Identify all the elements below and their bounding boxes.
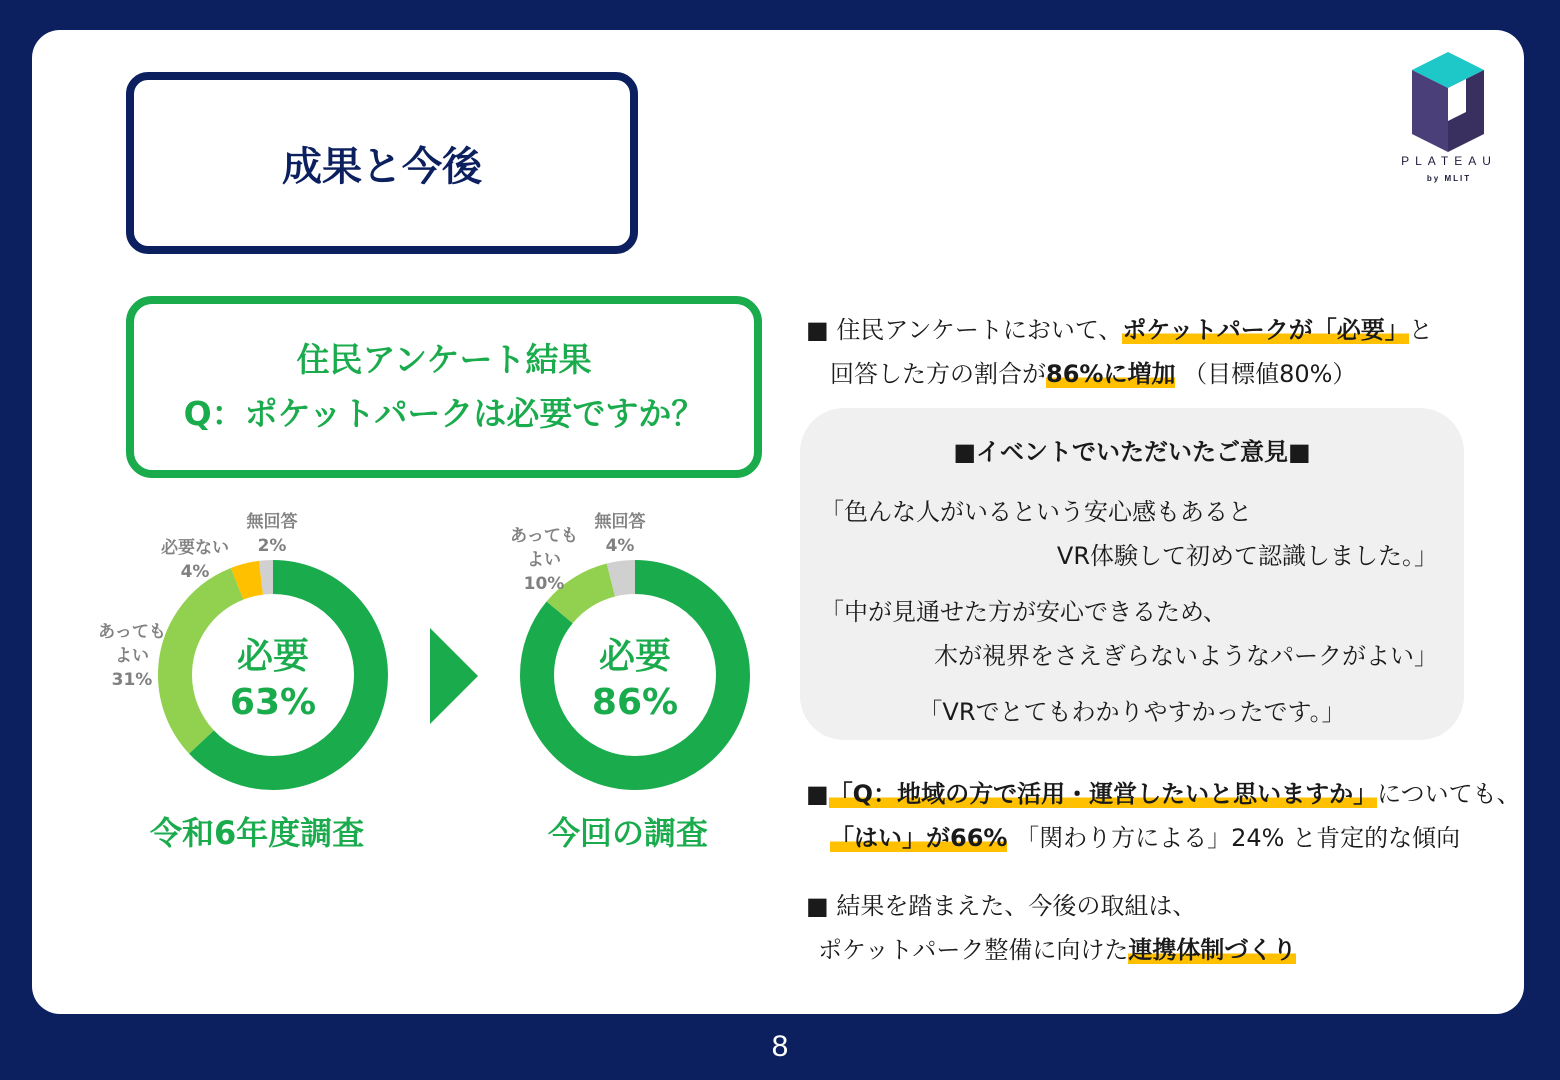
quote: 「中が見通せた方が安心できるため、 <box>820 598 1228 626</box>
text: ポケットパーク整備に向けた <box>818 936 1129 964</box>
label-line: 無回答 <box>594 512 646 532</box>
slice-label-no <box>150 536 240 584</box>
right-arrow-icon <box>430 628 478 724</box>
plateau-logo-icon <box>1386 52 1512 152</box>
quote: 「色んな人がいるという安心感もあると <box>820 498 1252 526</box>
text: 結果を踏まえた、今後の取組は、 <box>836 892 1197 920</box>
survey-question: Q：ポケットパークは必要ですか？ <box>183 394 705 433</box>
donut-center-current <box>560 634 710 726</box>
quote: 「VRでとてもわかりやすかったです。」 <box>918 698 1346 726</box>
center-value: 63% <box>229 682 317 723</box>
label-pct: 2% <box>257 536 287 556</box>
slice-label-na <box>232 510 312 558</box>
survey-heading: 住民アンケート結果 <box>296 339 592 379</box>
text: （目標値80%） <box>1183 360 1357 388</box>
quote: VR体験して初めて認識しました。」 <box>1056 542 1438 570</box>
text: 「関わり方による」24% と肯定的な傾向 <box>1015 824 1461 852</box>
center-label: 必要 <box>598 636 671 677</box>
result1-line2 <box>830 354 1356 389</box>
highlight: 連携体制づくり <box>1128 936 1297 964</box>
slice-label-maybe <box>504 524 584 596</box>
slice-label-maybe <box>92 620 172 692</box>
result3-line2 <box>818 930 1296 965</box>
logo-by: by MLIT <box>1426 174 1472 183</box>
result2-line2 <box>830 818 1460 853</box>
highlight: 「Q：地域の方で活用・運営したいと思いますか」 <box>828 780 1378 808</box>
bullet: ■ <box>806 780 829 808</box>
label-line: 必要ない <box>161 538 229 558</box>
text: と <box>1408 316 1433 344</box>
text: についても、 <box>1377 780 1521 808</box>
highlight: 86%に増加 <box>1046 360 1176 388</box>
bullet: ■ <box>806 892 829 920</box>
label-line: よい <box>527 550 561 570</box>
survey-question-box <box>126 296 762 478</box>
quote: 木が視界をさえぎらないようなパークがよい」 <box>934 642 1438 670</box>
label-line: よい <box>115 646 149 666</box>
logo-word: PLATEAU <box>1401 154 1497 168</box>
label-pct: 4% <box>180 562 210 582</box>
highlight: 「はい」が66% <box>830 824 1008 852</box>
text: 回答した方の割合が <box>830 360 1046 388</box>
plateau-logo <box>1386 52 1512 192</box>
bullet: ■ <box>806 316 829 344</box>
opinion-title: ■イベントでいただいたご意見■ <box>953 438 1311 466</box>
label-pct: 31% <box>111 670 153 690</box>
opinion-box <box>800 408 1464 740</box>
result1-line1 <box>806 310 1433 345</box>
label-pct: 4% <box>605 536 635 556</box>
survey-name-2024: 令和6年度調査 <box>150 814 365 852</box>
survey-name-current: 今回の調査 <box>548 814 709 852</box>
slice-label-na <box>580 510 660 558</box>
center-label: 必要 <box>236 636 309 677</box>
label-line: あっても <box>510 526 578 546</box>
label-pct: 10% <box>523 574 565 594</box>
highlight: ポケットパークが「必要」 <box>1122 316 1409 344</box>
result3-line1 <box>806 886 1196 921</box>
result2-line1 <box>806 774 1521 809</box>
page-title: 成果と今後 <box>282 143 482 190</box>
donut-center-2024 <box>198 634 348 726</box>
title-box <box>126 72 638 254</box>
text: 住民アンケートにおいて、 <box>836 316 1123 344</box>
center-value: 86% <box>591 682 679 723</box>
page-number: 8 <box>771 1030 789 1063</box>
label-line: あっても <box>98 622 166 642</box>
label-line: 無回答 <box>246 512 298 532</box>
